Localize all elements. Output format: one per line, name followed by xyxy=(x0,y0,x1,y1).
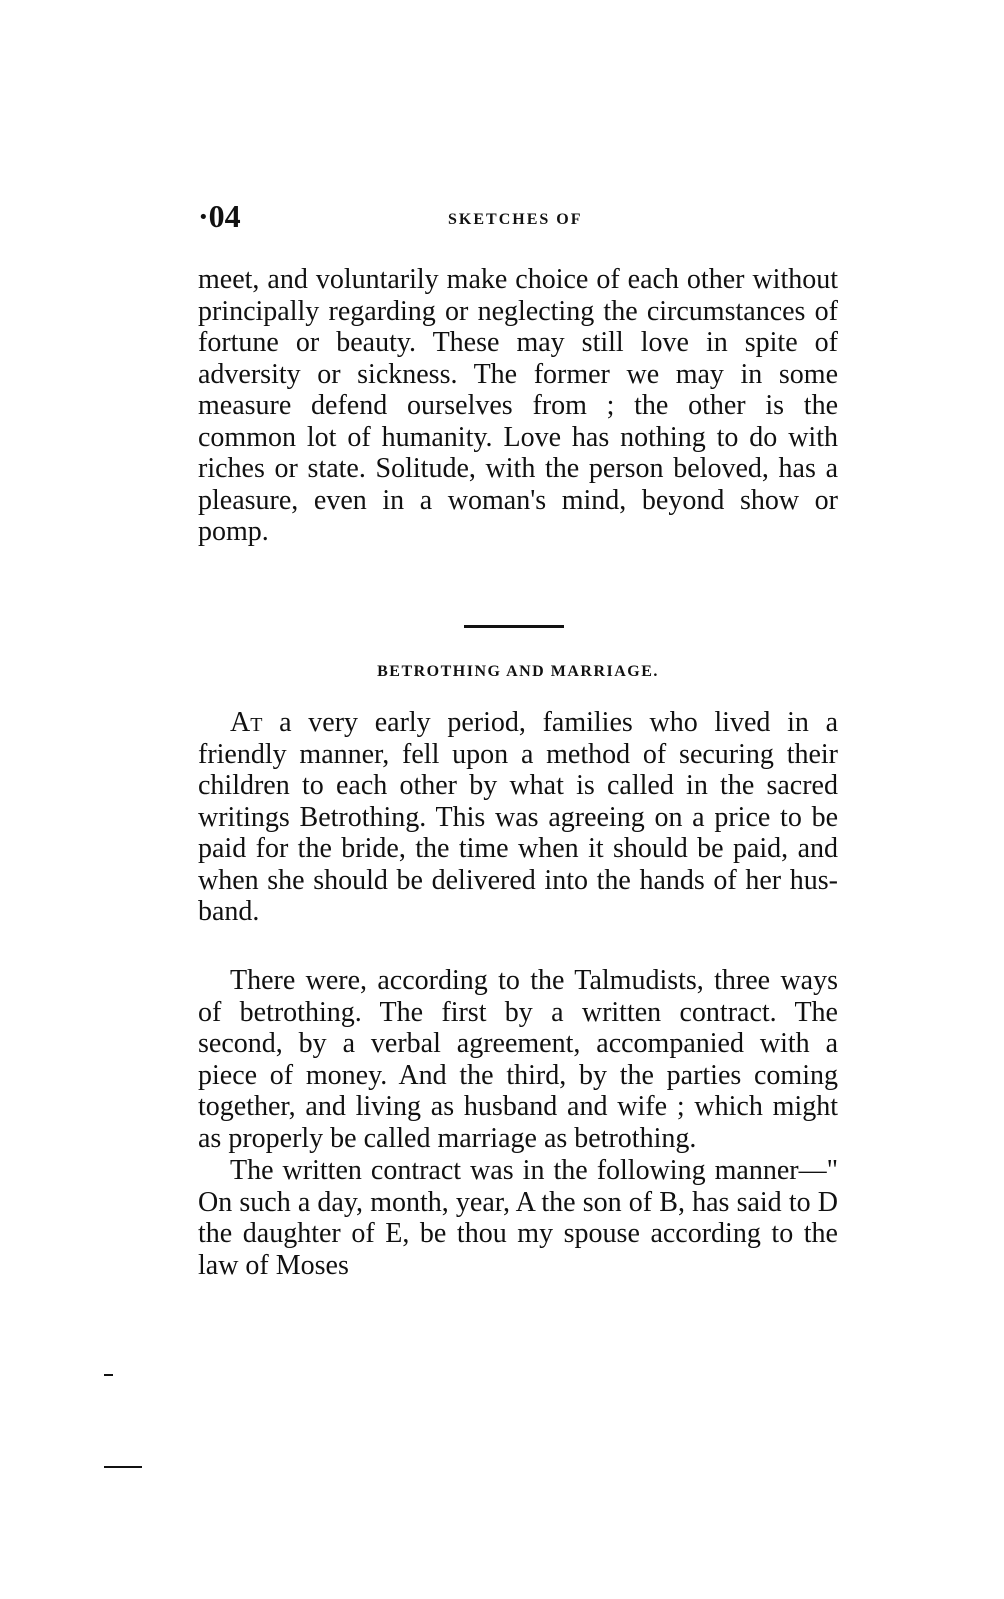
margin-rule xyxy=(104,1466,142,1468)
section-heading: BETROTHING AND MARRIAGE. xyxy=(377,663,659,680)
paragraph-top: meet, and voluntarily make choice of each other without principally regarding or neglecting the circumstances of fortune or beauty. These may still love in spite of adversity or sickness. The former we may in some measure defend ourselves from ; the other is the common lot of humanity. Love has nothing to do with riches or state. Solitude, with the person beloved, has a pleasure, even in a woman's mind, beyond show or pomp. xyxy=(198,264,838,547)
section-divider xyxy=(464,625,564,628)
running-head: SKETCHES OF xyxy=(448,211,583,228)
paragraph-lead: At xyxy=(230,707,263,738)
paragraph-body: a very early period, families who lived in a friendly manner, fell upon a method of securing their children to each other by what is called in the sacred writings Betrothing. This was agreeing on a price to be paid for the bride, the time when it should be paid, and when she should be delivered into the hands of her husband. xyxy=(198,707,838,927)
paragraph-talmudists: There were, according to the Talmudists, three ways of betrothing. The first by a written contract. The second, by a verbal agreement, accompanied with a piece of money. And the third, by the parties coming together, and living as husband and wife ; which might as properly be called marriage as betrothing. xyxy=(198,965,838,1154)
margin-mark xyxy=(104,1374,113,1376)
page-header xyxy=(198,198,838,238)
paragraph-betrothing-intro xyxy=(198,707,838,928)
paragraph-written-contract: The written contract was in the following manner—" On such a day, month, year, A the son of B, has said to D the daughter of E, be thou my spouse according to the law of Moses xyxy=(198,1155,838,1281)
page-number: ·04 xyxy=(198,198,241,234)
